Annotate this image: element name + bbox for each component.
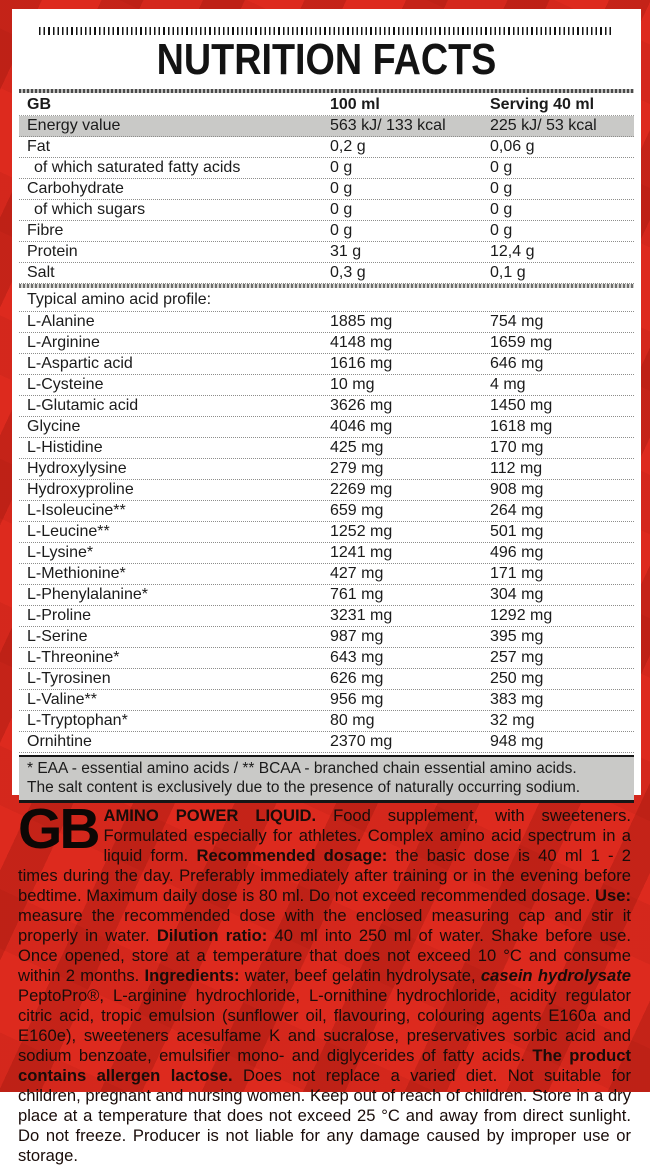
row-value-serving: 0 g bbox=[490, 180, 513, 197]
row-value-per-100ml: 80 mg bbox=[330, 712, 375, 729]
row-label: L-Isoleucine** bbox=[27, 502, 126, 519]
table-row bbox=[19, 200, 634, 221]
row-value-per-100ml: 4148 mg bbox=[330, 334, 393, 351]
row-value-per-100ml: 2370 mg bbox=[330, 733, 393, 750]
row-value-serving: 496 mg bbox=[490, 544, 544, 561]
table-row bbox=[19, 375, 634, 396]
table-row bbox=[19, 116, 634, 137]
footnote-line: The salt content is exclusively due to the presence of naturally occurring sodium. bbox=[27, 779, 581, 796]
row-label: L-Phenylalanine* bbox=[27, 586, 148, 603]
row-value-serving: 754 mg bbox=[490, 313, 544, 330]
table-row bbox=[19, 263, 634, 284]
table-row bbox=[19, 396, 634, 417]
table-row bbox=[19, 669, 634, 690]
region-code-logo: GB bbox=[18, 797, 98, 861]
row-label: Salt bbox=[27, 264, 55, 281]
row-value-serving: 170 mg bbox=[490, 439, 544, 456]
row-value-per-100ml: 761 mg bbox=[330, 586, 384, 603]
row-value-per-100ml: 3626 mg bbox=[330, 397, 393, 414]
table-row bbox=[19, 585, 634, 606]
table-row bbox=[19, 648, 634, 669]
row-label: Hydroxyproline bbox=[27, 481, 134, 498]
row-value-serving: 1659 mg bbox=[490, 334, 553, 351]
row-value-per-100ml: 427 mg bbox=[330, 565, 384, 582]
info-text-segment: water, beef gelatin hydrolysate, bbox=[239, 966, 481, 985]
table-row bbox=[19, 242, 634, 263]
row-value-serving: 250 mg bbox=[490, 670, 544, 687]
row-value-serving: 948 mg bbox=[490, 733, 544, 750]
row-label: L-Aspartic acid bbox=[27, 355, 133, 372]
column-header-per-100ml: 100 ml bbox=[330, 96, 380, 113]
row-label: L-Tyrosinen bbox=[27, 670, 111, 687]
table-row bbox=[19, 711, 634, 732]
row-label: Fat bbox=[27, 138, 51, 155]
row-value-serving: 257 mg bbox=[490, 649, 544, 666]
info-text-segment: the basic dose is 40 ml 1 - 2 times during the day. Preferably immediately after training or in the evening before bedtime. Maximum daily dose is 80 ml. Do not exceed recommended dosage. bbox=[18, 846, 632, 905]
row-value-per-100ml: 2269 mg bbox=[330, 481, 393, 498]
amino-profile-heading: Typical amino acid profile: bbox=[19, 288, 634, 312]
row-value-per-100ml: 0,2 g bbox=[330, 138, 366, 155]
info-text-segment: PeptoPro®, L-arginine hydrochloride, L-ornithine hydrochloride, acidity regulator citric acid, tropic emulsion (sunflower oil, flavouring, colouring agents E160a and E160e), sweeteners acesulfame K and sucralose, preservatives sorbic acid and sodium benzoate, emulsifier mono- and diglycerides of fatty acids. bbox=[18, 986, 631, 1065]
table-row bbox=[19, 627, 634, 648]
row-value-per-100ml: 4046 mg bbox=[330, 418, 393, 435]
row-value-serving: 1618 mg bbox=[490, 418, 553, 435]
info-text-segment: Recommended dosage: bbox=[196, 846, 388, 865]
row-value-per-100ml: 0 g bbox=[330, 222, 353, 239]
row-value-serving: 4 mg bbox=[490, 376, 526, 393]
table-row bbox=[19, 417, 634, 438]
row-value-serving: 171 mg bbox=[490, 565, 544, 582]
row-value-serving: 112 mg bbox=[490, 460, 543, 477]
info-text-segment: Ingredients: bbox=[144, 966, 240, 985]
row-value-serving: 0,06 g bbox=[490, 138, 535, 155]
nutrition-table bbox=[19, 89, 634, 803]
nutrient-rows bbox=[19, 116, 634, 284]
info-text-segment: Dilution ratio: bbox=[156, 926, 268, 945]
row-value-serving: 12,4 g bbox=[490, 243, 535, 260]
row-value-serving: 225 kJ/ 53 kcal bbox=[490, 117, 597, 134]
row-value-serving: 1292 mg bbox=[490, 607, 553, 624]
row-label: Fibre bbox=[27, 222, 64, 239]
row-label: L-Arginine bbox=[27, 334, 100, 351]
row-value-per-100ml: 563 kJ/ 133 kcal bbox=[330, 117, 446, 134]
table-row bbox=[19, 606, 634, 627]
table-row bbox=[19, 438, 634, 459]
table-row bbox=[19, 333, 634, 354]
row-label: Ornihtine bbox=[27, 733, 92, 750]
row-value-serving: 646 mg bbox=[490, 355, 544, 372]
row-value-serving: 0 g bbox=[490, 201, 513, 218]
info-text-segment: The product contains allergen lactose. bbox=[18, 1046, 631, 1085]
row-value-per-100ml: 1241 mg bbox=[330, 544, 393, 561]
table-row bbox=[19, 564, 634, 585]
row-label: L-Proline bbox=[27, 607, 92, 624]
footnote-line: * EAA - essential amino acids / ** BCAA - branched chain essential amino acids. bbox=[27, 760, 577, 777]
table-row bbox=[19, 137, 634, 158]
info-text-segment: 40 ml into 250 ml of water. Shake before use. Once opened, store at a temperature that does not exceed 10 °C and consume within 2 months. bbox=[18, 926, 632, 985]
row-value-serving: 0,1 g bbox=[490, 264, 526, 281]
row-label: L-Alanine bbox=[27, 313, 95, 330]
nutrition-panel bbox=[12, 9, 641, 795]
row-value-per-100ml: 987 mg bbox=[330, 628, 384, 645]
row-value-per-100ml: 3231 mg bbox=[330, 607, 393, 624]
dashed-divider bbox=[39, 27, 614, 35]
table-row bbox=[19, 522, 634, 543]
row-value-serving: 0 g bbox=[490, 159, 513, 176]
table-row bbox=[19, 158, 634, 179]
row-value-serving: 501 mg bbox=[490, 523, 544, 540]
row-value-serving: 0 g bbox=[490, 222, 513, 239]
row-label: L-Valine** bbox=[27, 691, 97, 708]
row-value-per-100ml: 1616 mg bbox=[330, 355, 393, 372]
info-text-segment: Food supplement, with sweeteners. Formulated especially for athletes. Complex amino acid spectrum in a liquid form. bbox=[103, 806, 631, 865]
table-row bbox=[19, 480, 634, 501]
row-value-per-100ml: 1885 mg bbox=[330, 313, 393, 330]
table-header-row bbox=[19, 93, 634, 116]
row-label: L-Serine bbox=[27, 628, 88, 645]
row-label: L-Leucine** bbox=[27, 523, 110, 540]
row-label: Carbohydrate bbox=[27, 180, 124, 197]
row-label: L-Methionine* bbox=[27, 565, 126, 582]
row-label: L-Cysteine bbox=[27, 376, 104, 393]
row-value-serving: 383 mg bbox=[490, 691, 544, 708]
table-row bbox=[19, 501, 634, 522]
row-label: Protein bbox=[27, 243, 78, 260]
nutrition-facts-title: NUTRITION FACTS bbox=[156, 35, 497, 84]
table-row bbox=[19, 179, 634, 200]
product-info-text bbox=[18, 797, 632, 1166]
row-value-per-100ml: 279 mg bbox=[330, 460, 384, 477]
row-value-per-100ml: 643 mg bbox=[330, 649, 384, 666]
row-label: L-Tryptophan* bbox=[27, 712, 128, 729]
product-info-section bbox=[0, 795, 650, 1165]
row-value-per-100ml: 425 mg bbox=[330, 439, 384, 456]
row-label: L-Lysine* bbox=[27, 544, 94, 561]
table-row bbox=[19, 543, 634, 564]
row-label: of which sugars bbox=[34, 201, 146, 218]
info-text-segment: measure the recommended dose with the enclosed measuring cap and stir it properly in water. bbox=[18, 906, 631, 945]
row-value-per-100ml: 0 g bbox=[330, 180, 353, 197]
table-row bbox=[19, 354, 634, 375]
column-header-serving: Serving 40 ml bbox=[490, 96, 595, 113]
row-label: L-Histidine bbox=[27, 439, 103, 456]
row-value-serving: 304 mg bbox=[490, 586, 544, 603]
row-value-per-100ml: 0,3 g bbox=[330, 264, 366, 281]
row-value-serving: 395 mg bbox=[490, 628, 544, 645]
info-text-segment: Use: bbox=[595, 886, 631, 905]
row-value-per-100ml: 659 mg bbox=[330, 502, 384, 519]
info-text-segment: casein hydrolysate bbox=[480, 966, 632, 985]
row-value-per-100ml: 31 g bbox=[330, 243, 362, 260]
row-value-per-100ml: 1252 mg bbox=[330, 523, 393, 540]
table-row bbox=[19, 690, 634, 711]
row-value-serving: 1450 mg bbox=[490, 397, 553, 414]
row-value-serving: 908 mg bbox=[490, 481, 544, 498]
row-value-serving: 32 mg bbox=[490, 712, 535, 729]
row-label: Glycine bbox=[27, 418, 81, 435]
table-row bbox=[19, 312, 634, 333]
row-label: L-Glutamic acid bbox=[27, 397, 139, 414]
row-value-per-100ml: 0 g bbox=[330, 201, 353, 218]
row-label: Hydroxylysine bbox=[27, 460, 127, 477]
table-row bbox=[19, 221, 634, 242]
row-value-per-100ml: 10 mg bbox=[330, 376, 375, 393]
row-label: of which saturated fatty acids bbox=[34, 159, 241, 176]
amino-acid-rows bbox=[19, 312, 634, 753]
row-label: Energy value bbox=[27, 117, 121, 134]
table-row bbox=[19, 732, 634, 753]
row-label: L-Threonine* bbox=[27, 649, 120, 666]
table-row bbox=[19, 459, 634, 480]
row-value-serving: 264 mg bbox=[490, 502, 544, 519]
row-value-per-100ml: 626 mg bbox=[330, 670, 384, 687]
column-header-region: GB bbox=[27, 96, 51, 113]
row-value-per-100ml: 956 mg bbox=[330, 691, 384, 708]
info-text-segment: AMINO POWER LIQUID. bbox=[103, 806, 317, 825]
row-value-per-100ml: 0 g bbox=[330, 159, 353, 176]
info-text-segment: Does not replace a varied diet. Not suitable for children, pregnant and nursing women. Keep out of reach of children. Store in a dry place at a temperature that does not exceed 25 °C and away from direct sunlight. Do not freeze. Producer is not liable for any damage caused by improper use or storage. bbox=[18, 1066, 631, 1165]
